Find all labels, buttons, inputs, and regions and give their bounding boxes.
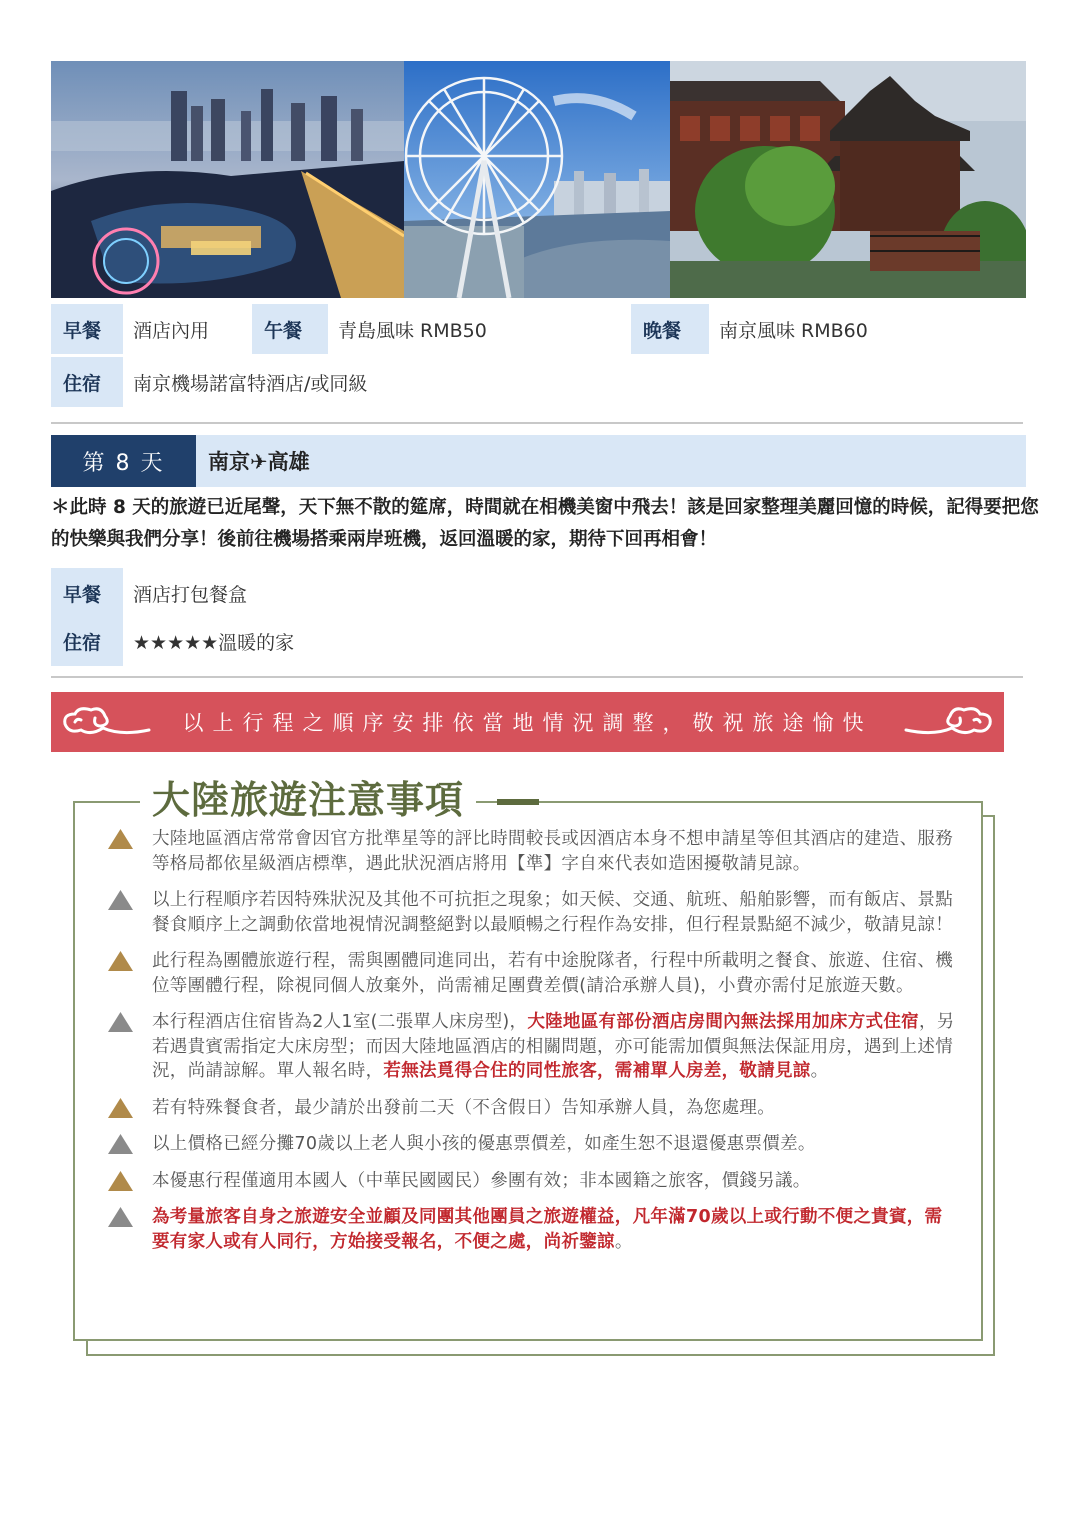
notice-item [108,827,958,876]
breakfast-value: 酒店打包餐盒 [133,583,248,606]
triangle-bullet-icon [108,1012,133,1032]
notice-item-text [152,1010,958,1084]
notice-text: 大陸地區酒店常常會因官方批準星等的評比時間較長或因酒店本身不想申請星等但其酒店的建造、服務等格局都依星級酒店標準，遇此狀況酒店將用【準】字自來代表如造困擾敬請見諒。 [152,829,953,874]
notice-text: 本行程酒店住宿皆為2人1室(二張單人床房型)， [152,1012,528,1032]
photo-ferris-wheel-waterfront [404,61,670,298]
notice-item [108,1096,958,1121]
title-underline [497,799,539,805]
hotel-row-day8 [51,616,523,666]
notice-text: 。 [810,1061,829,1081]
triangle-bullet-icon [108,1171,133,1191]
notice-item-text [152,1205,958,1254]
day8-header [51,435,1026,487]
notice-item [108,1169,958,1194]
photo-strip [51,61,1026,298]
dinner-label: 晚餐 [631,304,709,354]
hotel-label: 住宿 [51,357,123,407]
notice-title: 大陸旅遊注意事項 [140,770,476,822]
breakfast-label: 早餐 [51,304,123,354]
divider [51,422,1023,424]
notice-item-text [152,1132,816,1157]
notice-emphasis-text: 為考量旅客自身之旅遊安全並顧及同團其他團員之旅遊權益，凡年滿70歲以上或行動不便之貴賓，需要有家人或有人同行，方始接受報名，不便之處，尚祈鑒諒 [152,1207,943,1252]
hotel-value: ★★★★★溫暖的家 [133,631,295,654]
notice-item [108,949,958,998]
notice-text: 此行程為團體旅遊行程，需與團體同進同出，若有中途脫隊者，行程中所載明之餐食、旅遊、住宿、機位等團體行程，除視同個人放棄外，尚需補足團費差價(請洽承辦人員)，小費亦需付足旅遊天數。 [152,951,953,996]
notice-item-text [152,1169,811,1194]
triangle-bullet-icon [108,829,133,849]
meal-row-day7 [51,304,1009,354]
cloud-icon [51,702,151,742]
divider [51,676,1023,678]
notice-emphasis-text: 大陸地區有部份酒店房間內無法採用加床方式住宿 [527,1012,919,1032]
banner-text: 以上行程之順序安排依當地情況調整，敬祝旅途愉快 [182,711,873,735]
notice-text: ，另若遇貴賓需指定大床房型；而因大陸地區酒店的相關問題，亦可能需加價與無法保証用房，遇到上述情況，尚請諒解。單人報名時， [152,1012,955,1081]
notice-item [108,1205,958,1254]
day-number: 第 8 天 [51,435,196,487]
triangle-bullet-icon [108,1134,133,1154]
notice-list [108,827,958,1266]
cloud-icon [904,702,1004,742]
triangle-bullet-icon [108,1098,133,1118]
notice-item [108,1132,958,1157]
notice-text: 以上行程順序若因特殊狀況及其他不可抗拒之現象；如天候、交通、航班、船舶影響，而有飯店、景點餐食順序上之調動依當地視情況調整絕對以最順暢之行程作為安排，但行程景點絕不減少，敬請見諒！ [152,890,953,935]
photo-qingdao-night-skyline [51,61,404,298]
lunch-label: 午餐 [252,304,328,354]
day-route: 南京✈高雄 [208,450,310,474]
notice-item-text [152,888,958,937]
triangle-bullet-icon [108,890,133,910]
notice-item [108,1010,958,1084]
breakfast-value: 酒店內用 [133,319,210,342]
notice-item [108,888,958,937]
photo-nanjing-ancient-pavilion [670,61,1026,298]
triangle-bullet-icon [108,1207,133,1227]
hotel-row-day7 [51,357,623,407]
triangle-bullet-icon [108,951,133,971]
hotel-value: 南京機場諾富特酒店/或同級 [133,372,368,395]
breakfast-label: 早餐 [51,568,123,618]
notice-text: 以上價格已經分攤70歲以上老人與小孩的優惠票價差，如產生恕不退還優惠票價差。 [152,1134,816,1154]
lunch-value: 青島風味 RMB50 [338,319,487,342]
dinner-value: 南京風味 RMB60 [719,319,868,342]
notice-item-text [152,827,958,876]
hotel-label: 住宿 [51,616,123,666]
itinerary-banner [51,692,1004,752]
day8-description: ＊此時 8 天的旅遊已近尾聲，天下無不散的筵席，時間就在相機美窗中飛去！該是回家整理美麗回憶的時候，記得要把您的快樂與我們分享！後前往機場搭乘兩岸班機，返回溫暖的家，期待下回再相會！ [51,497,1039,550]
notice-text: 若有特殊餐食者，最少請於出發前二天（不含假日）告知承辦人員，為您處理。 [152,1097,775,1118]
notice-item-text [152,1096,775,1121]
notice-item-text [152,949,958,998]
notice-text: 本優惠行程僅適用本國人（中華民國國民）參團有效；非本國籍之旅客，價錢另議。 [152,1170,811,1191]
meal-row-day8 [51,568,523,618]
notice-emphasis-text: 若無法覓得合住的同性旅客，需補單人房差，敬請見諒 [383,1061,811,1081]
notice-text: 。 [614,1231,633,1252]
